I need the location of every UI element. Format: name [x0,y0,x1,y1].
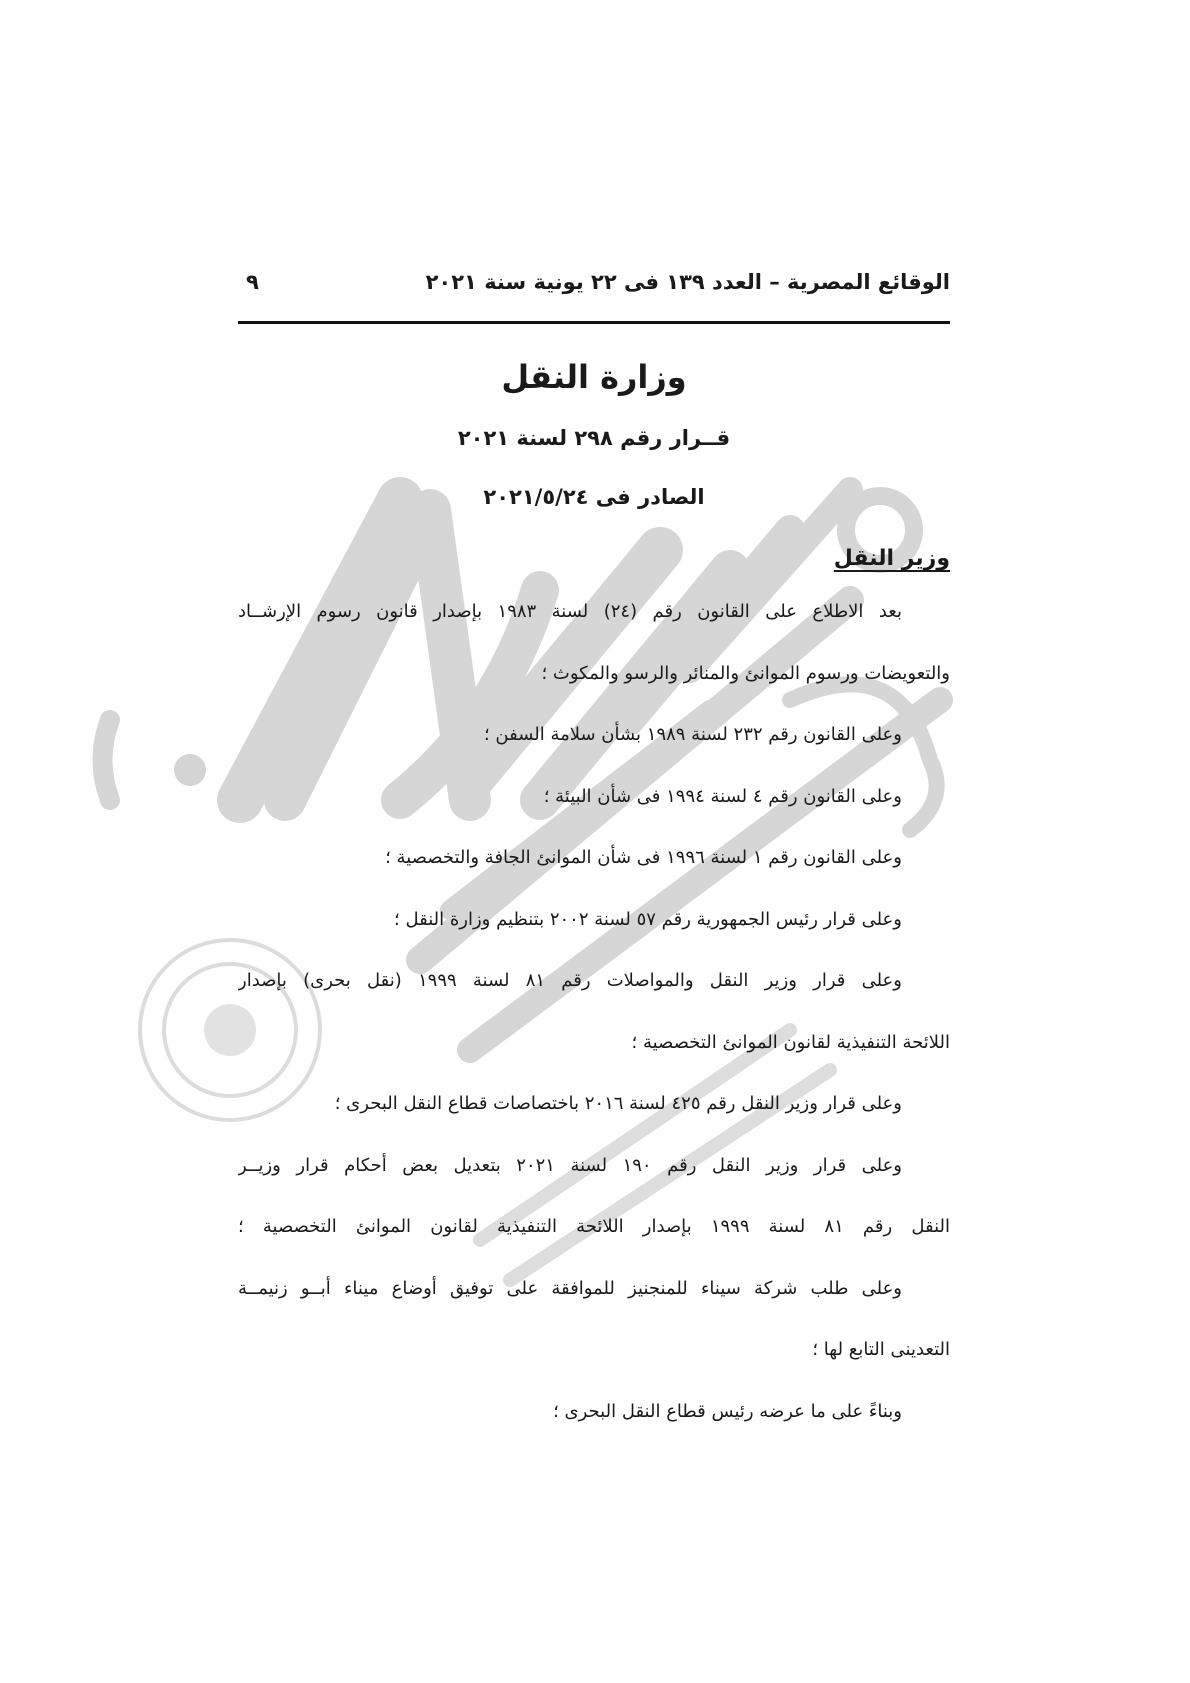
gazette-issue-title: الوقائع المصرية – العدد ١٣٩ فى ٢٢ يونية سنة ٢٠٢١ [425,270,950,294]
paragraph-line: وعلى قرار وزير النقل والمواصلات رقم ٨١ لسنة ١٩٩٩ (نقل بحرى) بإصدار [238,970,902,991]
paragraph-line: التعدينى التابع لها ؛ [812,1339,950,1360]
paragraph-line: وعلى القانون رقم ١ لسنة ١٩٩٦ فى شأن الموانئ الجافة والتخصصية ؛ [385,847,902,868]
decision-title: قــرار رقم ٢٩٨ لسنة ٢٠٢١ [457,426,731,450]
page-header [238,270,950,306]
paragraph-line: اللائحة التنفيذية لقانون الموانئ التخصصية ؛ [631,1031,950,1053]
paragraph-line: وعلى القانون رقم ٢٣٢ لسنة ١٩٨٩ بشأن سلامة السفن ؛ [483,724,902,745]
paragraph-line: النقل رقم ٨١ لسنة ١٩٩٩ بإصدار اللائحة التنفيذية لقانون الموانئ التخصصية ؛ [238,1216,950,1237]
paragraph-line: وعلى القانون رقم ٤ لسنة ١٩٩٤ فى شأن البيئة ؛ [543,785,902,807]
page-number: ٩ [246,270,259,294]
paragraph-line: وبناءً على ما عرضه رئيس قطاع النقل البحرى ؛ [553,1400,902,1422]
issue-date: الصادر فى ٢٠٢١/٥/٢٤ [483,485,705,509]
minister-heading: وزير النقل [833,546,950,571]
paragraph-line: وعلى قرار رئيس الجمهورية رقم ٥٧ لسنة ٢٠٠٢ بتنظيم وزارة النقل ؛ [394,908,902,930]
paragraph-line: وعلى قرار وزير النقل رقم ١٩٠ لسنة ٢٠٢١ بتعديل بعض أحكام قرار وزيــر [238,1154,902,1176]
paragraph-line: وعلى قرار وزير النقل رقم ٤٢٥ لسنة ٢٠١٦ باختصاصات قطاع النقل البحرى ؛ [334,1093,902,1114]
paragraph-line: بعد الاطلاع على القانون رقم (٢٤) لسنة ١٩٨٣ بإصدار قانون رسوم الإرشــاد [238,601,902,622]
paragraph-line: والتعويضات ورسوم الموانئ والمنائر والرسو والمكوث ؛ [541,662,950,684]
ministry-heading: وزارة النقل [501,358,687,396]
paragraph-line: وعلى طلب شركة سيناء للمنجنيز للموافقة على توفيق أوضاع ميناء أبــو زنيمــة [238,1277,902,1299]
decision-preamble [238,596,950,1457]
header-divider [238,321,950,324]
